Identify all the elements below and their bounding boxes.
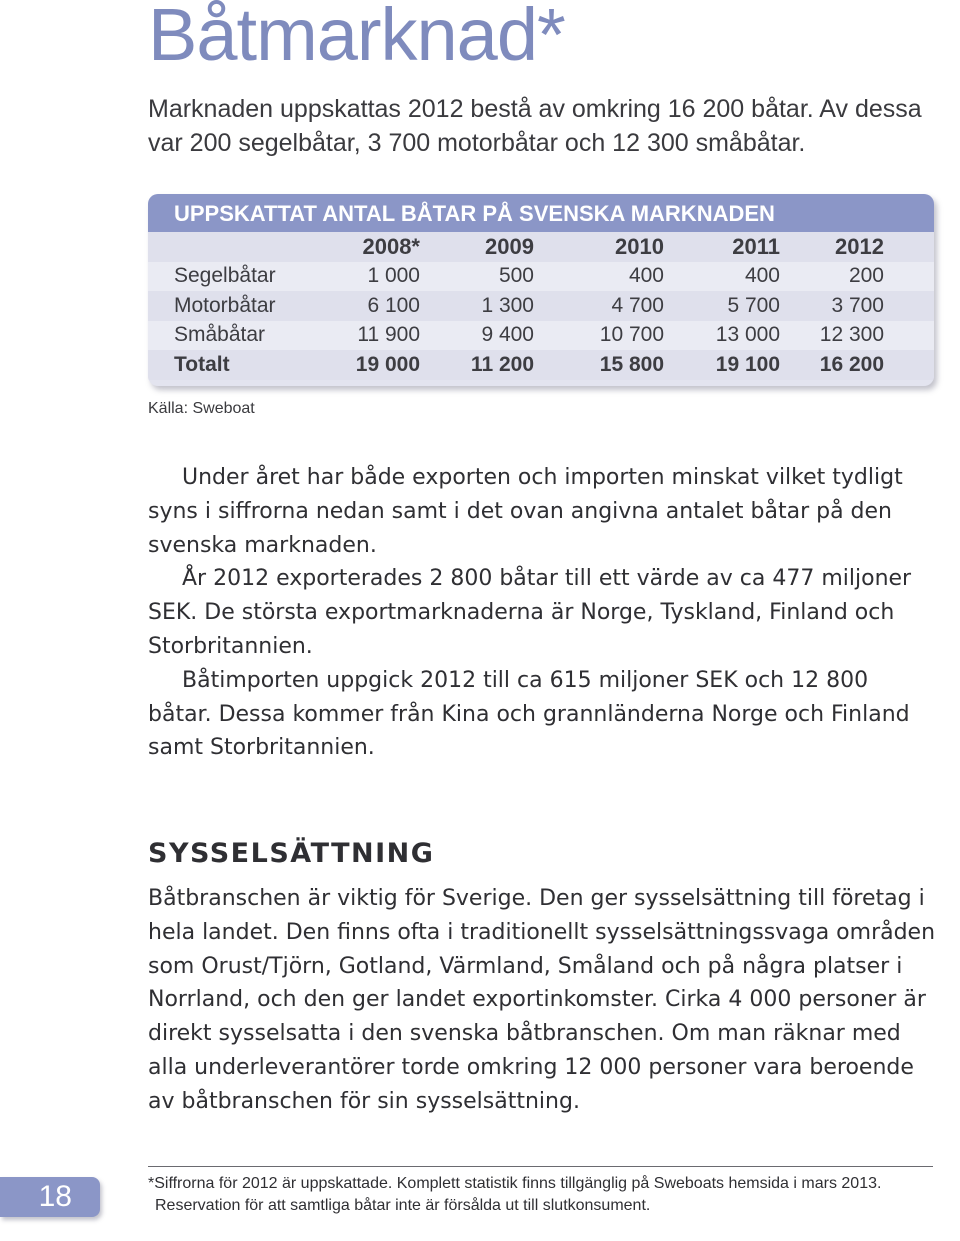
- table-cell: 10 700: [599, 323, 664, 347]
- table-cell: 19 000: [355, 352, 420, 376]
- row-label: Småbåtar: [174, 323, 266, 347]
- paragraph: År 2012 exporterades 2 800 båtar till ett värde av ca 477 miljoner SEK. De största exportmarknaderna är Norge, Tyskland, Finland och Storbritannien.: [148, 566, 912, 659]
- table-cell: 1 000: [367, 264, 420, 288]
- table-cell: 1 300: [481, 293, 534, 317]
- intro-paragraph: Marknaden uppskattas 2012 bestå av omkring 16 200 båtar. Av dessa var 200 segelbåtar, 3 700 motorbåtar och 12 300 småbåtar.: [148, 95, 922, 157]
- table-header-row: [148, 232, 934, 262]
- table-cell: 500: [498, 264, 534, 288]
- table-header-cell: 2008*: [362, 233, 420, 259]
- table-cell: 6 100: [367, 293, 420, 317]
- footnote-line: *Siffrorna för 2012 är uppskattade. Komplett statistik finns tillgänglig på Sweboats hemsida i mars 2013.: [148, 1175, 882, 1192]
- row-label: Totalt: [174, 352, 230, 376]
- table-row: [148, 262, 934, 292]
- table-header-cell: 2011: [732, 233, 780, 259]
- page-number: 18: [38, 1180, 72, 1213]
- table-cell: 3 700: [831, 293, 884, 317]
- table-cell: 15 800: [599, 352, 664, 376]
- table-cell: 11 200: [470, 352, 534, 376]
- table-row: [148, 321, 934, 351]
- table-cell: 5 700: [727, 293, 780, 317]
- table-cell: 400: [744, 264, 780, 288]
- table-cell: 4 700: [611, 293, 664, 317]
- footnote: [148, 1173, 938, 1217]
- table-grid: [148, 232, 934, 380]
- row-label: Segelbåtar: [174, 264, 276, 288]
- page-number-tab: [0, 1177, 100, 1217]
- table-cell: 16 200: [819, 352, 884, 376]
- footnote-divider: [148, 1166, 933, 1167]
- section-paragraph: Båtbranschen är viktig för Sverige. Den ger sysselsättning till företag i hela landet. Den finns ofta i traditionellt sysselsättningssvaga områden som Orust/Tjörn, Gotland, Värmland, Småland och på några platser i Norrland, och den ger landet exportinkomster. Cirka 4 000 personer är direkt sysselsatta i den svenska båtbranschen. Om man räknar med alla underleverantörer torde omkring 12 000 personer vara beroende av båtbranschen för sin sysselsättning.: [148, 886, 936, 1114]
- paragraph: Under året har både exporten och importen minskat vilket tydligt syns i siffrorna nedan samt i det ovan angivna antalet båtar på den svenska marknaden.: [148, 465, 903, 558]
- table-cell: 12 300: [819, 323, 884, 347]
- footnote-line: Reservation för att samtliga båtar inte är försålda ut till slutkonsument.: [155, 1197, 651, 1214]
- section-heading: SYSSELSÄTTNING: [148, 838, 435, 869]
- row-label: Motorbåtar: [174, 293, 276, 317]
- table-cell: 400: [628, 264, 664, 288]
- table-row: [148, 291, 934, 321]
- boat-market-table: [148, 194, 934, 386]
- table-header-cell: 2012: [835, 233, 884, 259]
- table-cell: 9 400: [481, 323, 534, 347]
- table-source: Källa: Sweboat: [148, 400, 255, 417]
- table-header-cell: 2009: [485, 233, 534, 259]
- table-caption: UPPSKATTAT ANTAL BÅTAR PÅ SVENSKA MARKNADEN: [148, 194, 934, 232]
- table-cell: 11 900: [357, 323, 420, 347]
- page-title: Båtmarknad*: [148, 0, 565, 76]
- table-total-row: [148, 350, 934, 380]
- paragraph: Båtimporten uppgick 2012 till ca 615 miljoner SEK och 12 800 båtar. Dessa kommer från Kina och grannländerna Norge och Finland samt Storbritannien.: [148, 667, 910, 761]
- body-text: [148, 461, 938, 765]
- table-header-empty: [148, 232, 340, 262]
- table-cell: 200: [848, 264, 884, 288]
- table-cell: 19 100: [715, 352, 780, 376]
- table-cell: 13 000: [715, 323, 780, 347]
- table-header-cell: 2010: [615, 233, 664, 259]
